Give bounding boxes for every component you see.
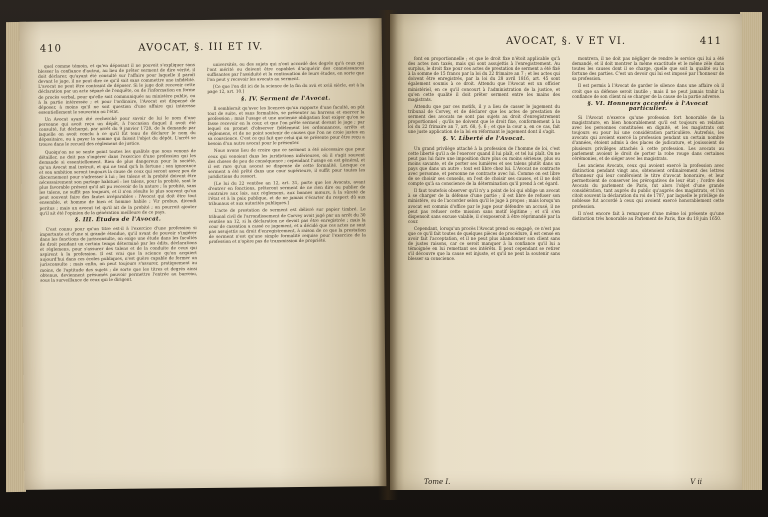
left-page-column-2 bbox=[207, 60, 368, 474]
section-heading: §. VI. Honneurs accordés à l'Avocat particulier. bbox=[587, 100, 709, 112]
paragraph: font en proportionnelle ; et que le droit fixe n'étoit applicable qu'à des actes non taxés, mais qui sont assujettis à l'enregistrement. Au surplus, le droit fixe pour ces actes de prestation de serment a été fixé à la somme de 15 francs par la loi du 22 frimaire an 7 ; et les actes qui doivent être enregistrés, par la loi du 28 avril 1816, art. 45 sont également soumis à ce droit. Attendu que l'Avocat est un officier ministériel, en ce qu'il concourt à l'administration de la justice, et qu'en cette qualité il doit prêter serment entre les mains des magistrats. bbox=[408, 56, 560, 102]
left-page-column-1 bbox=[38, 62, 199, 476]
paragraph: Il semblerait qu'avec les licences qu'un rapporte d'une faculté, on pût tout de suite, et sans formalités, se présenter au barreau et exercer la profession ; mais l'usage et une ancienne obligation font exiger qu'on se fasse recevoir en la cour, et que l'on prête serment devant le juge ; par lequel on promet d'observer fidèlement les ordonnances, arrêts et règlemens, et de ne point soutenir de causes que l'on ne croie justes en sa conscience. C'est ce qui fait que celui qui se présente pour être reçu a besoin d'un autre avocat pour le présenter. bbox=[207, 103, 365, 147]
section-heading: §. IV. Serment de l'Avocat. bbox=[241, 95, 331, 103]
right-page-signature-mark: V ii bbox=[690, 478, 702, 486]
right-page-number: 411 bbox=[699, 36, 722, 47]
section-heading: §. V. Liberté de l'Avocat. bbox=[442, 136, 526, 143]
paragraph: Nous avons lieu de croire que ce serment a été nécessaire que pour ceux qui venoient dans les juridictions inférieures, où il s'agit souvent des choses de peu de conséquence ; cependant l'usage en est général, et il est rare qu'un avocat se dispense de cette formalité. Lorsque ce serment a été prêté dans une cour supérieure, il suffit pour toutes les juridictions du ressort. bbox=[207, 146, 366, 179]
paragraph: Il n'est encore fait à remarquer d'une même loi présente qu'une distinction très honorable au Parlement de Paris, fixe du 18 juin 1650. bbox=[572, 210, 724, 221]
right-page-edges bbox=[740, 12, 762, 490]
paragraph: C'est connu pour qu'un titre est-il à l'exercice d'une profession si importante et d'une si grande étendue, qu'il avant de pouvoir s'ingérer dans les fonctions de jurisconsulte, on exige une étude dans les facultés de droit pendant un certain temps déterminé par les édits, déclarations et règlemens, pour s'assurer des talens et de la conduite de ceux qui aspirent à la profession. Il est vrai que la science qu'on acquiert aujourd'hui dans ces écoles publiques, n'est guère capable de former un jurisconsulte ; mais enfin, on peut toujours s'assurer, pratiquement au moins, de l'aptitude des sujets ; de sorte que les titres et degrés ainsi obtenus, deviennent présumés pouvoir permettre l'entrée au barreau, sous la surveillance de ceux qui le dirigent. bbox=[39, 224, 198, 283]
right-page-column-1 bbox=[408, 56, 560, 476]
right-running-head bbox=[410, 36, 722, 50]
paragraph: montrera, il ne doit pas négliger de rendre le service qui lui a été demandé, et il doit montrer la même exactitude et le même zèle dans toutes les causes dont il se charge, quelle que soit la qualité ou la fortune des parties. C'est un devoir qui lui est imposé par l'honneur de sa profession. bbox=[572, 56, 724, 82]
paragraph: [Ce que l'on dit ici de la science de la fin du xvii et xviii siècle, est à la page 12, art. 10.] bbox=[207, 82, 365, 95]
paragraph: Les anciens Avocats, ceux qui avoient exercé la profession avec distinction pendant vingt ans, obtenoient ordinairement des lettres d'honneur qui leur conféroient le titre d'avocat honoraire, et leur permettoient de conserver les prérogatives de leur état ; l'ordre des Avocats du parlement de Paris, fut alors l'objet d'une grande considération, tant auprès du public qu'auprès des magistrats, et l'on citoit souvent la déclaration du roi de 1707, par laquelle le privilège de noblesse fut accordé à ceux qui avoient exercé honorablement cette profession. bbox=[572, 162, 724, 209]
section-heading: §. III. Études de l'Avocat. bbox=[75, 216, 162, 224]
paragraph: Cependant, lorsqu'un procès l'Avocat prend ou engagé, ce n'est pas que ce qu'il fait toutes de quelques pièces de procédure, il est censé en avoir fait l'acceptation, et il ne peut plus abandonner son client sans de justes raisons, car ce seroit manquer à la confiance qu'il lui a témoignée en lui remettant ses intérêts. Il peut cependant se retirer s'il découvre que la cause est injuste, et qu'il ne peut la soutenir sans blesser sa conscience. bbox=[408, 225, 560, 262]
right-page bbox=[390, 14, 742, 490]
paragraph: Un grand privilège attaché à la profession de l'homme de loi, c'est cette liberté qu'il a de l'exercer quand il lui plaît, et tel lui plaît. On ne peut pas lui faire une imposition dure plus ou moins sérieuse, plus ou moins savante, et de porter ses lumières et ses talens plutôt dans un pays que dans un autre : tout est libre chez lui. L'Avocat ne contracte avec personne, et personne ne contracte avec lui. Comme on est libre de se choisir ses conseils, on l'est de choisir ses causes, et il ne doit compte qu'à sa conscience de la détermination qu'il prend à cet égard. bbox=[408, 145, 560, 187]
paragraph: L'acte de prestation de serment est délivré sur papier timbré. Le tribunal civil de l'arrondissement de Corvey avoit jugé par un arrêt du 30 ventôse an 12, si la déclaration ne devoit pas être enregistrée ; mais la cour de cassation a cassé ce jugement, et a décidé que ces actes ne sont pas assujettis au droit d'enregistrement, à raison de ce que la prestation de serment n'est qu'une simple formalité requise pour l'exercice de la profession et n'opère pas de transmission de propriété. bbox=[208, 206, 366, 244]
paragraph: Il faut toutefois observer qu'il n'y a point de loi qui oblige un avocat à se charger de la défense d'une partie ; il est libre de refuser son ministère, ou de l'accorder selon qu'il le juge à propos ; mais lorsqu'un avocat est commis d'office par le juge pour défendre un accusé, il ne peut pas refuser cette mission sans motif légitime ; et s'il s'en dispensoit sans excuse valable, il s'exposeroit à être réprimandé par la cour. bbox=[408, 188, 560, 224]
paragraph: Il est permis à l'Avocat de garder le silence dans une affaire où il croit que sa défense seroit inutile ; mais il ne peut jamais trahir la confiance de son client ni se charger de la cause de la partie adverse. bbox=[572, 83, 724, 99]
left-running-head bbox=[40, 40, 362, 57]
paragraph: quel comme témoin, et qu'en déposant il ne pouvoit s'expliquer sans blesser la confiance d'autrui, au lieu de prêter serment de dire vérité, il doit déclarer, qu'ayant été consulté sur l'affaire pour laquelle il paroît devant le juge, il ne peut dire ce qu'il sait sans commettre une infidélité. L'avocat ne peut être contraint de déposer. Si le juge doit recevoir cette déclaration par un acte séparé de l'enquête, ou de l'information en forme de procès verbal, pour qu'elle soit communiquée au ministère public, ou à la partie intéressée ; et pour l'ordinaire, l'Avocat est dispensé de déposer, à moins qu'il ne soit question d'une affaire qui intéresse essentiellement le souverain ou l'état. bbox=[38, 62, 196, 115]
paragraph: Attendu que par ces motifs, il y a lieu de casser le jugement du tribunal de Corvey, et de déclarer que les actes de prestation de serment des avocats ne sont pas sujets au droit d'enregistrement proportionnel ; qu'ils ne doivent que le droit fixe, conformément à la loi du 22 frimaire an 7, art. 68, §. 6 ; et que la cour a, en ce cas, fait une juste application de la loi en réformant le jugement dont il s'agit. bbox=[408, 103, 560, 135]
paragraph: Un Avocat ayant été recherché pour savoir de lui le nom d'une personne qui avoit reçu un dépôt, à l'occasion duquel il avoit été consulté, fut déchargé, par arrêt du 9 janvier 1728, de la demande par laquelle on avoit conclu à ce qu'il fût tenu de déclarer le nom du dépositaire, ou à payer la somme qui faisoit l'objet du dépôt. L'arrêt se trouve dans le recueil des réglemens de justice. bbox=[38, 115, 196, 148]
paragraph: universités, ou des sujets qui n'ont accordé des degrés qu'à ceux qui l'ont mérité ou doivent être capables d'acquérir des connoissances suffisantes par l'assiduité et la continuation de leurs études, en sorte que l'on peut y recevoir les avocats au serment. bbox=[207, 60, 365, 83]
paragraph: Quoiqu'on ne se sente point toutes les qualités que nous venons de détailler, ne doit pas s'ingérer dans l'exercice d'une profession qui les demande si essentiellement. Rien de plus dangereux pour la société, qu'un Avocat mal instruit, et qui ne tend qu'à la fortune ; son ignorance et son ambition seront toujours la cause de ceux qui seront assez peu de discernement pour s'adresser à lui ; les talens et la probité doivent être nécessairement son partage habituel : les talens, pour la probité, sont le plus favorable présent qu'il ait pu recevoir de la nature ; la probité, sans les talens, ne suffit pas toujours, et il n'en résulte le plus souvent qu'un peut souvent faire des fautes irréparables : l'Avocat qui doit être tout ensemble, et homme de bien et homme habile ; Vir probus, dicendi peritus ; mais un avocat tel qu'il ait de la probité ; on pourroit ajouter qu'il ait été l'opinion de la génération meilleure de ce pays. bbox=[38, 147, 197, 216]
book-gutter bbox=[378, 10, 398, 500]
left-page-number: 410 bbox=[39, 43, 62, 55]
right-page-signature-tome: Tome I. bbox=[424, 478, 451, 486]
paragraph: Si l'Avocat n'exerce qu'une profession fort honorable de la magistrature, en bien honorablement qu'il est toujours en relation avec les personnes constituées en dignité, et les magistrats ont toujours eu pour lui une considération particulière. Autrefois, les avocats qui avoient exercé la profession pendant un certain nombre d'années, étoient admis à des places de judicature, et jouissoient de plusieurs privilèges attachés à cette profession. Les avocats au parlement avoient le droit de porter la robe rouge dans certaines cérémonies, et de siéger avec les magistrats. bbox=[572, 114, 724, 161]
right-running-title: AVOCAT, §. V ET VI. bbox=[505, 36, 627, 47]
left-running-title: AVOCAT, §. III ET IV. bbox=[138, 41, 264, 54]
left-page bbox=[20, 18, 387, 490]
paragraph: [Le lui du 22 ventôse an 12, art. 31, porte que les Avocats, avant d'entrer en fonctions, prêteront serment de ne rien dire ou publier de contraire aux lois, aux règlemens, aux bonnes mœurs, à la sûreté de l'état et à la paix publique, et de ne jamais s'écarter du respect dû aux tribunaux et aux autorités publiques.] bbox=[208, 179, 366, 207]
right-page-column-2 bbox=[572, 56, 724, 476]
